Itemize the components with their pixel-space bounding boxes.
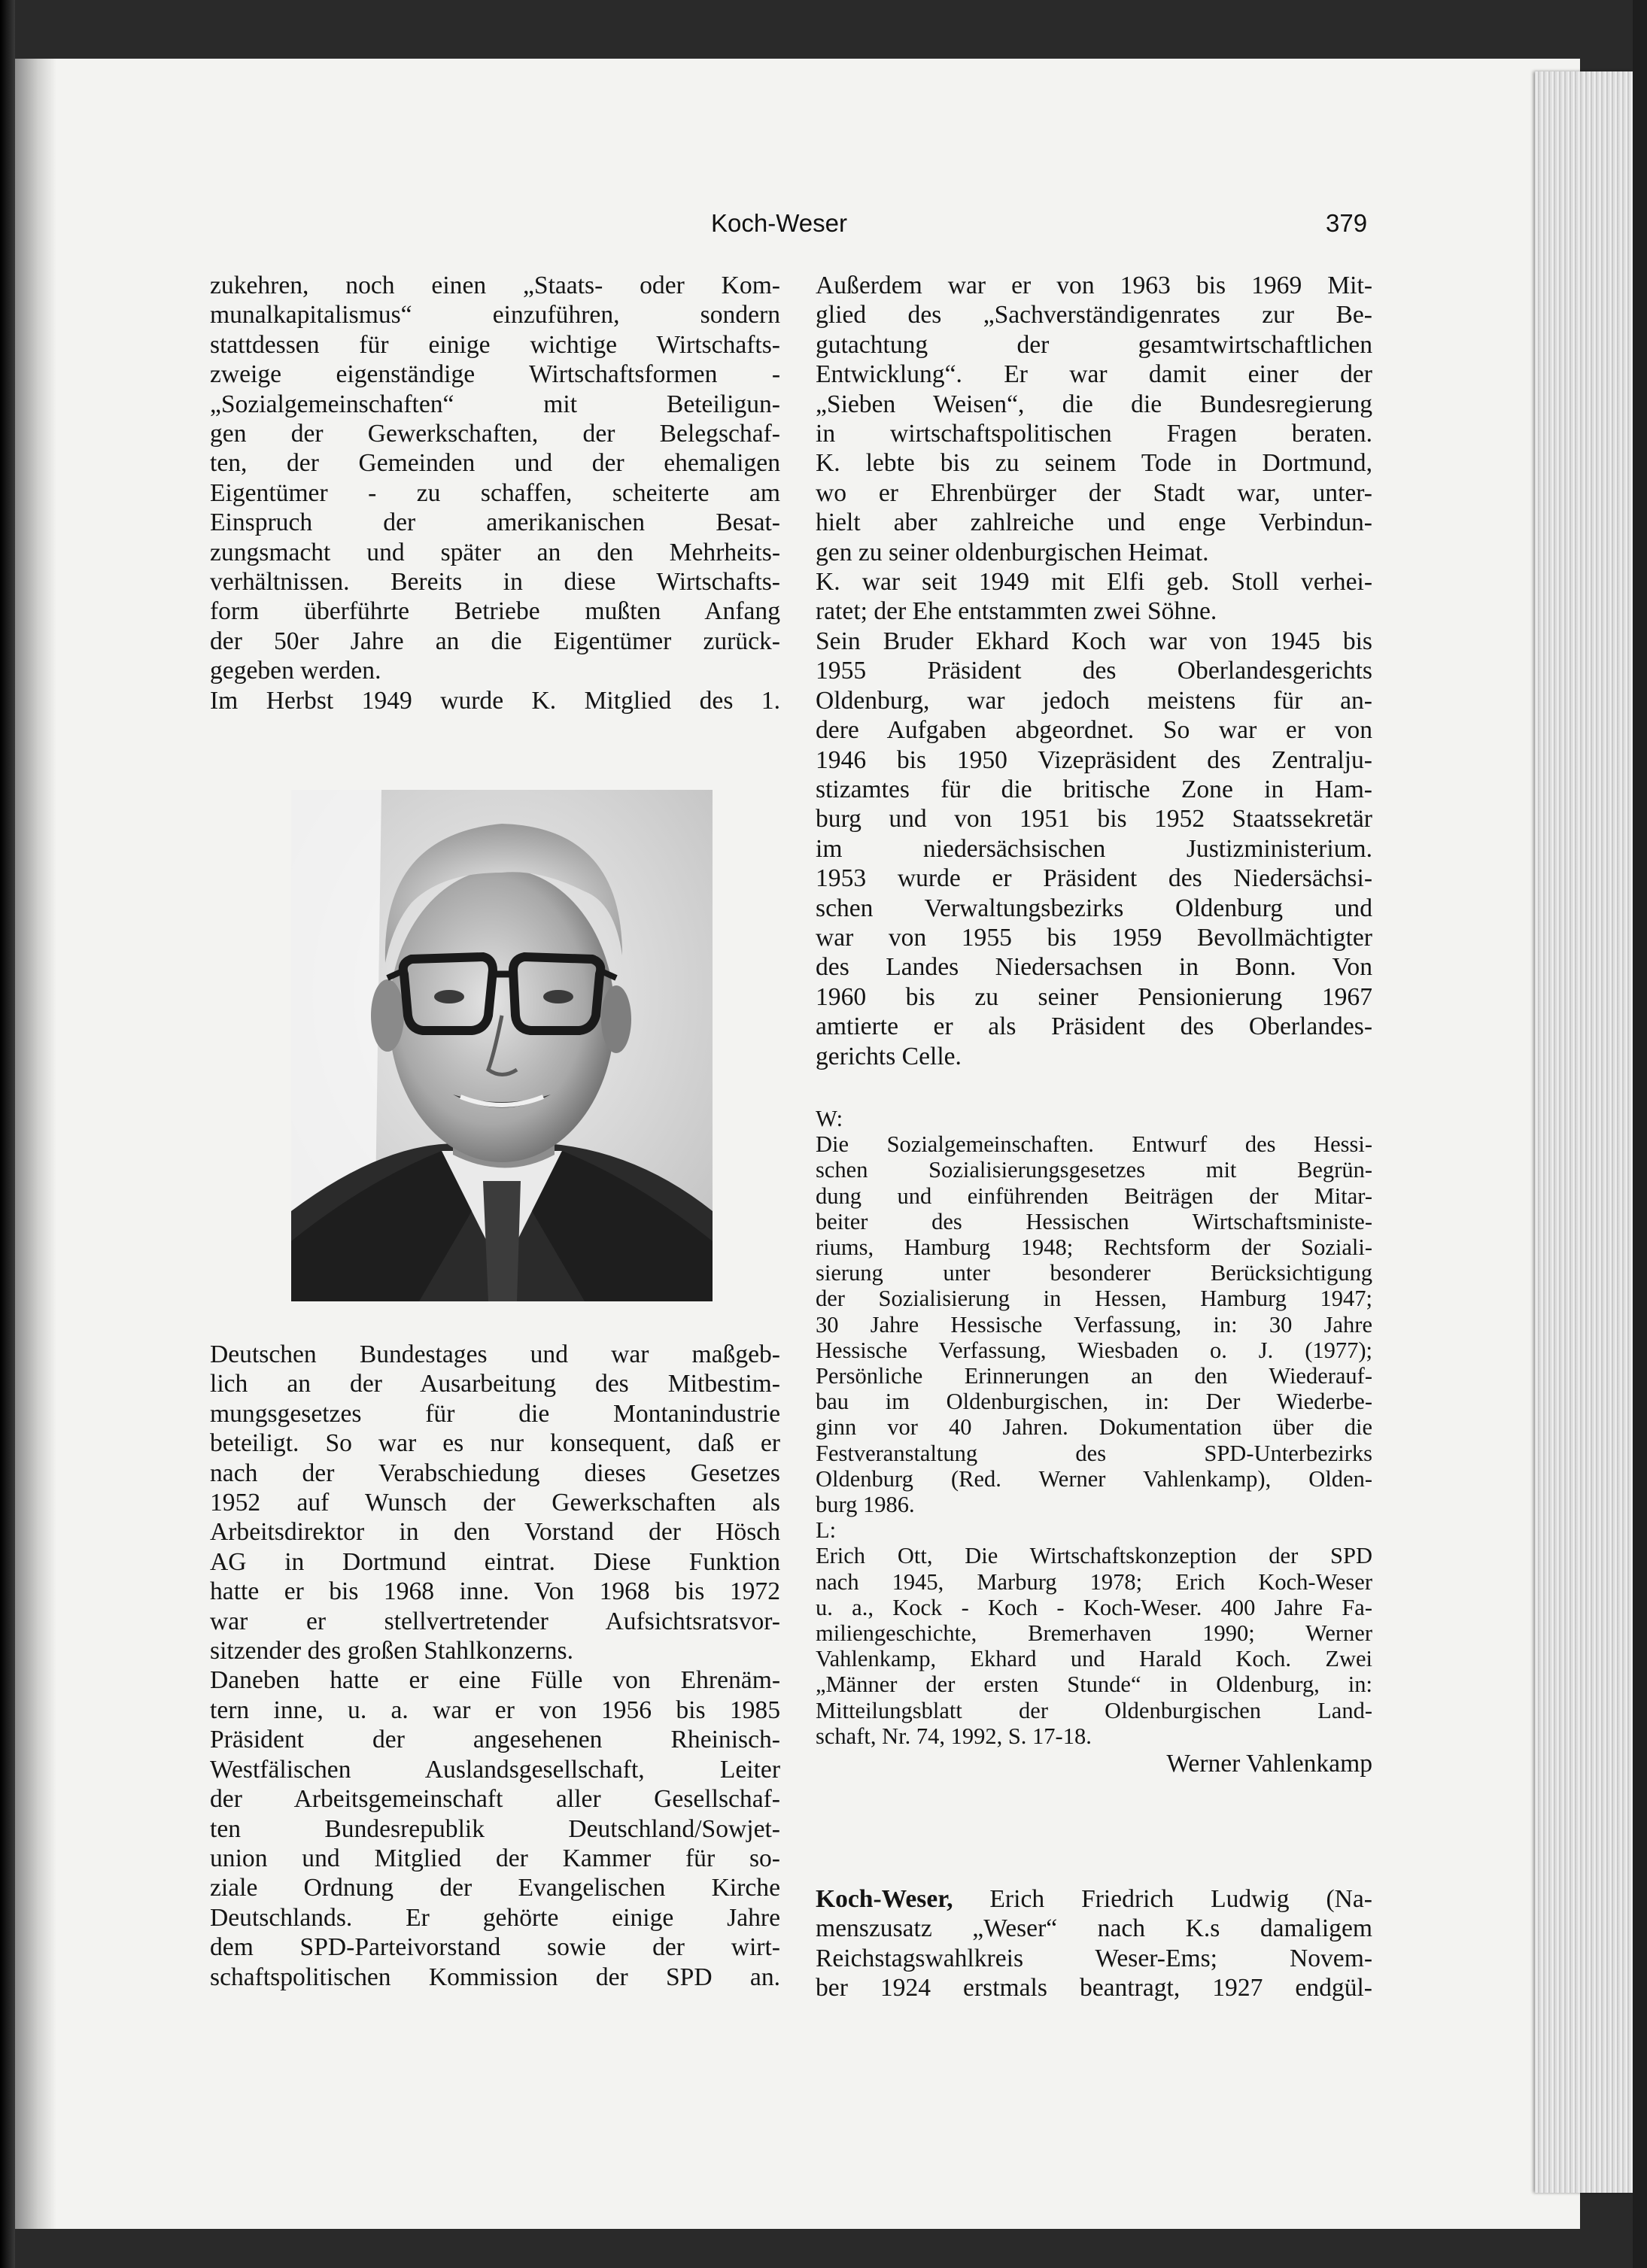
- text-line: Eigentümer - zu schaffen, scheiterte am: [210, 478, 780, 507]
- next-entry-name: Koch-Weser,: [816, 1885, 953, 1913]
- text-line: sitzender des großen Stahlkonzerns.: [210, 1637, 574, 1665]
- text-line: 1952 auf Wunsch der Gewerkschaften als: [210, 1489, 780, 1517]
- text-line: gerichts Celle.: [816, 1042, 962, 1070]
- works-line: sierung unter besonderer Berücksichtigung: [816, 1260, 1372, 1286]
- portrait-photo: [291, 790, 713, 1301]
- text-line: munalkapitalismus“ einzuführen, sondern: [210, 301, 780, 329]
- page-gutter: [15, 59, 56, 2229]
- text-line: Außerdem war er von 1963 bis 1969 Mit-: [816, 272, 1372, 299]
- left-column-bottom: [210, 1340, 780, 1992]
- text-line: K. war seit 1949 mit Elfi geb. Stoll verhei-: [816, 568, 1372, 597]
- text-line: burg und von 1951 bis 1952 Staatssekretär: [816, 805, 1372, 833]
- works-line: dung und einführenden Beiträgen der Mitar-: [816, 1183, 1372, 1209]
- text-line: in wirtschaftspolitischen Fragen beraten.: [816, 420, 1372, 448]
- works-line: Die Sozialgemeinschaften. Entwurf des Hessi-: [816, 1131, 1372, 1158]
- works-line: riums, Hamburg 1948; Rechtsform der Soziali-: [816, 1234, 1372, 1261]
- text-line: dere Aufgaben abgeordnet. So war er von: [816, 716, 1372, 745]
- works-line: burg 1986.: [816, 1492, 915, 1518]
- text-line: menszusatz „Weser“ nach K.s damaligem: [816, 1914, 1372, 1943]
- text-line: Entwicklung“. Er war damit einer der: [816, 360, 1372, 389]
- text-line: 1955 Präsident des Oberlandesgerichts: [816, 657, 1372, 685]
- text-line: mungsgesetzes für die Montanindustrie: [210, 1399, 780, 1428]
- text-line: Daneben hatte er eine Fülle von Ehrenäm-: [210, 1666, 780, 1695]
- text-line: lich an der Ausarbeitung des Mitbestim-: [210, 1370, 780, 1398]
- works-line: Hessische Verfassung, Wiesbaden o. J. (1977);: [816, 1337, 1372, 1363]
- literature-line: Vahlenkamp, Ekhard und Harald Koch. Zwei: [816, 1646, 1372, 1672]
- text-line: stattdessen für einige wichtige Wirtschafts-: [210, 330, 780, 359]
- text-line: Im Herbst 1949 wurde K. Mitglied des 1.: [210, 686, 780, 715]
- works-line: bau im Oldenburgischen, in: Der Wiederbe-: [816, 1389, 1372, 1415]
- text-line: „Sieben Weisen“, die die Bundesregierung: [816, 390, 1372, 418]
- text-line: des Landes Niedersachsen in Bonn. Von: [816, 953, 1372, 982]
- text-line: Deutschen Bundestages und war maßgeb-: [210, 1340, 780, 1368]
- text-line: dem SPD-Parteivorstand sowie der wirt-: [210, 1933, 780, 1962]
- text-line: ten, der Gemeinden und der ehemaligen: [210, 449, 780, 478]
- right-column-top: [816, 271, 1372, 1071]
- portrait-photo-image: [291, 790, 713, 1301]
- text-line: AG in Dortmund eintrat. Diese Funktion: [210, 1547, 780, 1576]
- text-line: war er stellvertretender Aufsichtsratsvor-: [210, 1607, 780, 1635]
- next-entry-first-line: [816, 1884, 1372, 1914]
- left-column-top: [210, 271, 780, 715]
- text-line: form überführte Betriebe mußten Anfang: [210, 597, 780, 626]
- text-line: gegeben werden.: [210, 657, 381, 685]
- literature-line: Mitteilungsblatt der Oldenburgischen Land-: [816, 1697, 1372, 1723]
- running-head-title: Koch-Weser: [711, 209, 847, 237]
- book-binding-edge: [0, 0, 15, 2268]
- text-line: stizamtes für die britische Zone in Ham-: [816, 775, 1372, 803]
- text-line: Einspruch der amerikanischen Besat-: [210, 509, 780, 537]
- works-line: ginn vor 40 Jahren. Dokumentation über die: [816, 1414, 1372, 1441]
- works-line: der Sozialisierung in Hessen, Hamburg 1947;: [816, 1286, 1372, 1312]
- text-line: Oldenburg, war jedoch meistens für an-: [816, 686, 1372, 715]
- literature-heading: L:: [816, 1517, 837, 1544]
- text-line: union und Mitglied der Kammer für so-: [210, 1844, 780, 1872]
- text-line: nach der Verabschiedung dieses Gesetzes: [210, 1459, 780, 1487]
- text-line: zweige eigenständige Wirtschaftsformen -: [210, 360, 780, 389]
- literature-line: nach 1945, Marburg 1978; Erich Koch-Weser: [816, 1568, 1372, 1595]
- text-line: beteiligt. So war es nur konsequent, daß er: [210, 1429, 780, 1458]
- text-line: Sein Bruder Ekhard Koch war von 1945 bis: [816, 627, 1372, 655]
- text-line: Reichstagswahlkreis Weser-Ems; Novem-: [816, 1944, 1372, 1972]
- background-edge: [1633, 0, 1647, 2268]
- bibliography: [816, 1106, 1372, 1779]
- text-line: hatte er bis 1968 inne. Von 1968 bis 1972: [210, 1577, 780, 1606]
- text-line: tern inne, u. a. war er von 1956 bis 1985: [210, 1696, 780, 1724]
- text-line: Westfälischen Auslandsgesellschaft, Leiter: [210, 1755, 780, 1784]
- text-line: glied des „Sachverständigenrates zur Be-: [816, 301, 1372, 329]
- text-line: ten Bundesrepublik Deutschland/Sowjet-: [210, 1814, 780, 1843]
- text-line: gen der Gewerkschaften, der Belegschaf-: [210, 420, 780, 448]
- text-line: war von 1955 bis 1959 Bevollmächtigter: [816, 923, 1372, 952]
- next-entry-name-rest: Erich Friedrich Ludwig (Na-: [953, 1885, 1372, 1913]
- literature-line: „Männer der ersten Stunde“ in Oldenburg, in:: [816, 1671, 1372, 1698]
- works-heading: W:: [816, 1106, 843, 1131]
- next-entry: [816, 1884, 1372, 2003]
- text-line: Präsident der angesehenen Rheinisch-: [210, 1726, 780, 1754]
- works-line: Oldenburg (Red. Werner Vahlenkamp), Olden-: [816, 1465, 1372, 1492]
- text-line: gutachtung der gesamtwirtschaftlichen: [816, 330, 1372, 359]
- text-line: amtierte er als Präsident des Oberlandes-: [816, 1013, 1372, 1041]
- text-line: schaftspolitischen Kommission der SPD an.: [210, 1963, 780, 1991]
- text-line: der 50er Jahre an die Eigentümer zurück-: [210, 627, 780, 655]
- author-signature: Werner Vahlenkamp: [1166, 1750, 1372, 1778]
- text-line: 1960 bis zu seiner Pensionierung 1967: [816, 982, 1372, 1011]
- text-line: schen Verwaltungsbezirks Oldenburg und: [816, 894, 1372, 922]
- text-line: 1953 wurde er Präsident des Niedersächsi-: [816, 864, 1372, 893]
- text-line: K. lebte bis zu seinem Tode in Dortmund,: [816, 449, 1372, 478]
- works-line: beiter des Hessischen Wirtschaftsministe-: [816, 1208, 1372, 1234]
- text-line: ratet; der Ehe entstammten zwei Söhne.: [816, 597, 1217, 626]
- text-line: gen zu seiner oldenburgischen Heimat.: [816, 538, 1209, 566]
- literature-line: miliengeschichte, Bremerhaven 1990; Werner: [816, 1620, 1372, 1647]
- literature-line: Erich Ott, Die Wirtschaftskonzeption der SPD: [816, 1543, 1372, 1569]
- text-line: 1946 bis 1950 Vizepräsident des Zentralju-: [816, 745, 1372, 774]
- works-line: 30 Jahre Hessische Verfassung, in: 30 Jahre: [816, 1311, 1372, 1337]
- page-stack-edge: [1535, 71, 1633, 2193]
- literature-line: u. a., Kock - Koch - Koch-Weser. 400 Jahre Fa-: [816, 1594, 1372, 1620]
- text-line: Deutschlands. Er gehörte einige Jahre: [210, 1903, 780, 1932]
- literature-line: schaft, Nr. 74, 1992, S. 17-18.: [816, 1723, 1092, 1749]
- works-line: Festveranstaltung des SPD-Unterbezirks: [816, 1440, 1372, 1466]
- text-line: wo er Ehrenbürger der Stadt war, unter-: [816, 478, 1372, 507]
- text-line: Arbeitsdirektor in den Vorstand der Hösch: [210, 1518, 780, 1547]
- text-line: hielt aber zahlreiche und enge Verbindun-: [816, 509, 1372, 537]
- text-line: verhältnissen. Bereits in diese Wirtschafts-: [210, 568, 780, 597]
- text-line: zukehren, noch einen „Staats- oder Kom-: [210, 272, 780, 299]
- text-line: der Arbeitsgemeinschaft aller Gesellschaf-: [210, 1785, 780, 1814]
- works-line: Persönliche Erinnerungen an den Wiederauf-: [816, 1363, 1372, 1389]
- text-line: zungsmacht und später an den Mehrheits-: [210, 538, 780, 566]
- page-number: 379: [1326, 209, 1368, 237]
- works-line: schen Sozialisierungsgesetzes mit Begrün-: [816, 1157, 1372, 1183]
- text-line: ber 1924 erstmals beantragt, 1927 endgül-: [816, 1974, 1372, 2002]
- text-line: ziale Ordnung der Evangelischen Kirche: [210, 1874, 780, 1902]
- text-line: im niedersächsischen Justizministerium.: [816, 834, 1372, 863]
- text-line: „Sozialgemeinschaften“ mit Beteiligun-: [210, 390, 780, 418]
